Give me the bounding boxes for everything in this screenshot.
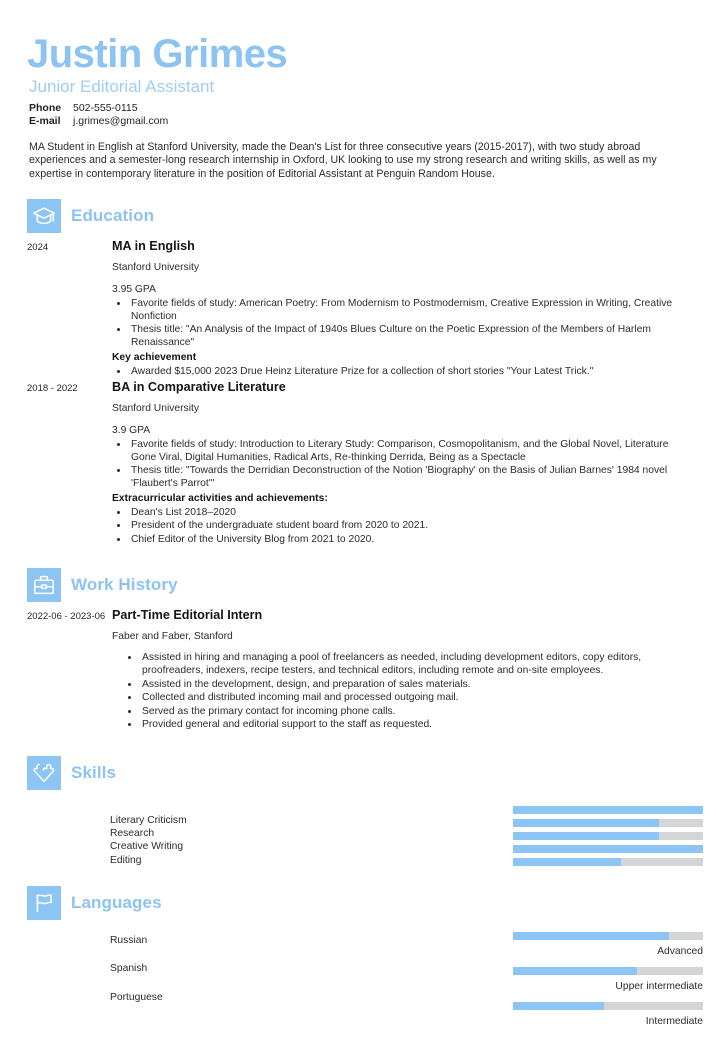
phone-value: 502-555-0115 — [73, 101, 138, 114]
language-bar-track — [513, 932, 703, 940]
list-item: • Assisted in hiring and managing a pool of freelancers as needed, including development editors, copy editors, proofreaders, indexers, recipe testers, and technical editors, including remote and on-site employees. — [140, 651, 696, 677]
section-header-languages — [27, 886, 716, 920]
education-entry-title: MA in English — [112, 239, 195, 254]
list-item: • Favorite fields of study: American Poetry: From Modernism to Postmodernism, Creative Expression in Writing, Creative Nonfiction — [129, 297, 696, 323]
list-item: • Provided general and editorial support to the staff as requested. — [140, 718, 696, 732]
education-entry-subhead: Key achievement — [112, 351, 197, 363]
work-entry-title: Part-Time Editorial Intern — [112, 608, 263, 623]
section-title-education: Education — [71, 206, 155, 226]
education-entry-bullets — [112, 297, 696, 349]
section-work-history — [0, 568, 716, 732]
puzzle-piece-icon — [27, 756, 61, 790]
skill-bar-track — [513, 832, 703, 840]
language-item — [513, 1002, 703, 1028]
education-entry-title: BA in Comparative Literature — [112, 380, 286, 395]
section-title-work-history: Work History — [71, 575, 178, 595]
language-level: Upper intermediate — [615, 980, 703, 992]
list-item: • Dean's List 2018–2020 — [129, 506, 696, 520]
section-education — [0, 199, 716, 546]
language-item — [513, 967, 703, 993]
language-bar-fill — [513, 1002, 604, 1010]
skills-bar-column — [513, 806, 703, 871]
language-level: Intermediate — [645, 1015, 703, 1027]
work-entry — [27, 608, 716, 732]
section-title-languages: Languages — [71, 892, 162, 912]
education-entry-sub-bullets — [112, 365, 696, 379]
skill-bar-track — [513, 806, 703, 814]
list-item: • Served as the primary contact for incoming phone calls. — [140, 705, 696, 719]
skill-bar-track — [513, 819, 703, 827]
email-value[interactable]: j.grimes@gmail.com — [73, 115, 169, 128]
work-entry-bullets — [112, 651, 696, 732]
section-header-work-history — [27, 568, 716, 602]
email-label: E-mail — [29, 115, 61, 128]
education-entry — [27, 380, 716, 546]
skill-bar-fill — [513, 845, 703, 853]
list-item: • Collected and distributed incoming mail and processed outgoing mail. — [140, 691, 696, 705]
education-entry — [27, 239, 716, 378]
skill-bar-fill — [513, 819, 659, 827]
list-item: • Thesis title: "An Analysis of the Impact of 1940s Blues Culture on the Poetic Expression of the Members of Harlem Renaissance" — [129, 323, 696, 349]
education-entry-org: Stanford University — [112, 262, 199, 274]
education-entry-body — [112, 239, 716, 378]
candidate-name: Justin Grimes — [27, 32, 288, 76]
education-entry-sub-bullets — [112, 506, 696, 547]
professional-summary: MA Student in English at Stanford University, made the Dean's List for three consecutive years (2015-2017), with two study abroad experiences and a semester-long research internship in Oxford, UK looking to use my strong research and writing skills, as well as my expertise in contemporary literature in the position of Editorial Assistant at Penguin Random House. — [29, 140, 657, 180]
skill-label: Creative Writing — [110, 841, 184, 853]
resume-header — [0, 0, 716, 181]
contact-block — [29, 102, 692, 129]
education-entry-subhead: Extracurricular activities and achievements: — [112, 492, 328, 504]
section-skills — [0, 756, 716, 870]
skills-chart — [27, 802, 716, 870]
education-entry-date: 2018 - 2022 — [27, 383, 78, 395]
skill-label: Research — [110, 828, 155, 840]
list-item: • President of the undergraduate student board from 2020 to 2021. — [129, 519, 696, 533]
contact-phone-row — [29, 102, 692, 116]
list-item: • Thesis title: "Towards the Derridian Deconstruction of the Notion 'Biography' on the Basis of Julian Barnes' 1984 novel 'Flaubert's Parrot'" — [129, 464, 696, 490]
language-bar-fill — [513, 967, 637, 975]
language-label: Russian — [110, 934, 148, 946]
skill-bar-track — [513, 858, 703, 866]
skill-bar-fill — [513, 832, 659, 840]
candidate-job-title: Junior Editorial Assistant — [29, 76, 215, 96]
list-item: • Favorite fields of study: Introduction to Literary Study: Comparison, Cosmopolitanism, and the Global Novel, Literature Gone Viral, Digital Humanities, Radical Arts, Re-thinking Derrida, Being as a Spectacle — [129, 438, 696, 464]
education-entry-date: 2024 — [27, 242, 49, 254]
section-header-education — [27, 199, 716, 233]
language-bar-track — [513, 1002, 703, 1010]
flag-icon — [27, 886, 61, 920]
work-entry-org: Faber and Faber, Stanford — [112, 631, 233, 643]
education-entry-gpa: 3.9 GPA — [112, 425, 151, 437]
contact-email-row — [29, 115, 692, 129]
section-title-skills: Skills — [71, 762, 117, 782]
skill-bar-track — [513, 845, 703, 853]
language-label: Portuguese — [110, 991, 163, 1003]
language-item — [513, 932, 703, 958]
language-level: Advanced — [657, 945, 703, 957]
language-bar-fill — [513, 932, 669, 940]
skill-label: Literary Criticism — [110, 814, 187, 826]
phone-label: Phone — [29, 101, 62, 114]
skills-label-column — [110, 814, 187, 867]
education-entry-org: Stanford University — [112, 403, 199, 415]
skill-label: Editing — [110, 854, 142, 866]
skill-bar-fill — [513, 806, 703, 814]
list-item: • Awarded $15,000 2023 Drue Heinz Literature Prize for a collection of short stories "Your Latest Trick." — [129, 365, 696, 379]
education-entry-gpa: 3.95 GPA — [112, 284, 156, 296]
language-bar-track — [513, 967, 703, 975]
list-item: • Chief Editor of the University Blog from 2021 to 2020. — [129, 533, 696, 547]
languages-bar-column — [513, 932, 703, 1037]
briefcase-icon — [27, 568, 61, 602]
graduation-cap-icon — [27, 199, 61, 233]
section-header-skills — [27, 756, 716, 790]
list-item: • Assisted in the development, design, and preparation of sales materials. — [140, 678, 696, 692]
languages-chart — [27, 930, 716, 1026]
work-entry-body — [112, 608, 716, 732]
languages-label-column — [110, 934, 163, 1020]
education-entry-bullets — [112, 438, 696, 490]
work-entry-date: 2022-06 - 2023-06 — [27, 611, 106, 623]
section-languages — [0, 886, 716, 1026]
skill-bar-fill — [513, 858, 621, 866]
education-entry-body — [112, 380, 716, 546]
language-label: Spanish — [110, 963, 148, 975]
